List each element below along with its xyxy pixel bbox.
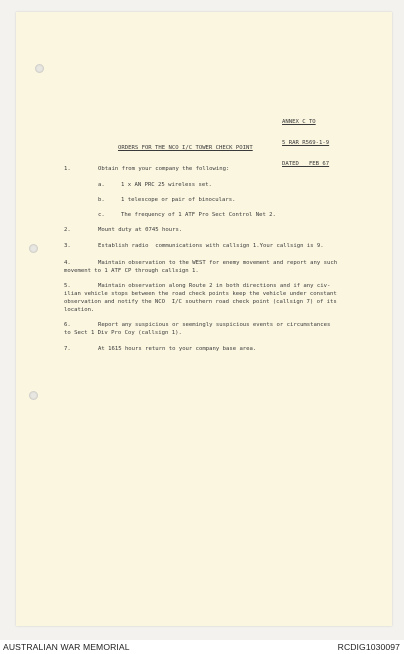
punch-hole-top [35,64,44,73]
item-text: At 1615 hours return to your company base area. [98,346,257,352]
subitem-letter: c. [98,212,105,218]
archive-footer [0,640,404,654]
subitem-text: The frequency of 1 ATF Pro Sect Control Net 2. [121,212,276,218]
document-page [16,12,392,626]
item-text-continuation: to Sect 1 Div Pro Coy (callsign 1). [64,330,182,336]
subitem-text: 1 telescope or pair of binoculars. [121,197,236,203]
item-text: Maintain observation to the WEST for enemy movement and report any such [98,260,338,266]
item-number: 1. [64,166,71,172]
item-number: 3. [64,243,71,249]
annex-reference [282,105,329,175]
item-number: 4. [64,260,71,266]
punch-hole-middle [29,244,38,253]
punch-hole-bottom [29,391,38,400]
document-title: ORDERS FOR THE NCO I/C TOWER CHECK POINT [118,145,253,151]
subitem-letter: a. [98,182,105,188]
item-number: 2. [64,227,71,233]
item-text: Mount duty at 0745 hours. [98,227,183,233]
archive-reference: RCDIG1030097 [337,642,400,652]
annex-line-2: 5 RAR R569-1-9 [282,140,330,146]
annex-line-1: ANNEX C TO [282,119,316,125]
item-number: 7. [64,346,71,352]
item-text-continuation: movement to 1 ATF CP through callsign 1. [64,268,199,274]
item-number: 6. [64,322,71,328]
annex-line-3: DATED FEB 67 [282,161,330,167]
subitem-text: 1 x AN PRC 25 wireless set. [121,182,212,188]
item-text: Maintain observation along Route 2 in both directions and if any civ- [98,283,331,289]
item-text: Establish radio communications with callsign 1.Your callsign is 9. [98,243,324,249]
subitem-letter: b. [98,197,105,203]
item-number: 5. [64,283,71,289]
item-text-continuation: observation and notify the NCO I/C southern road check point (callsign 7) of its [64,299,337,305]
archive-name: AUSTRALIAN WAR MEMORIAL [3,642,130,652]
item-text: Report any suspicious or seemingly suspicious events or circumstances [98,322,331,328]
item-text-continuation: location. [64,307,95,313]
item-text-continuation: ilian vehicle stops between the road check points keep the vehicle under constant [64,291,337,297]
item-text: Obtain from your company the following: [98,166,230,172]
